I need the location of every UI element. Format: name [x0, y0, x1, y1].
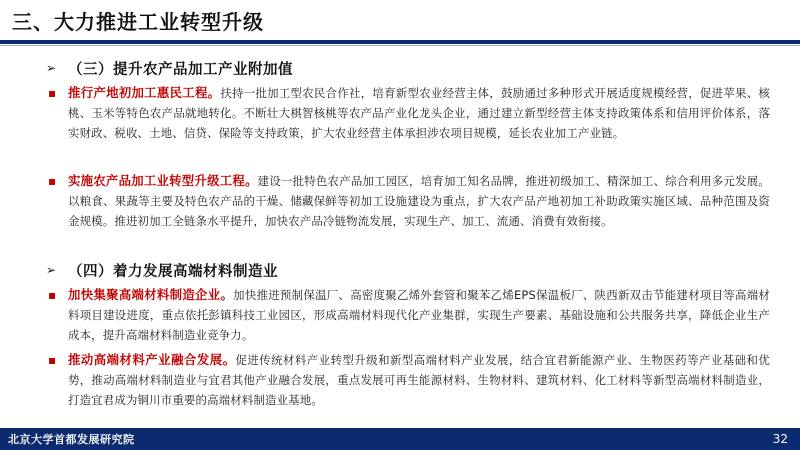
section-heading [46, 260, 278, 280]
item-text: 扶持一批加工型农民合作社，培育新型农业经营主体，鼓励通过多种形式开展适度规模经营，促进苹果、核桃、玉米等特色农产品就地转化。不断壮大棋智核桃等农产品产业化龙头企业，通过建立新型经营主体支持政策体系和信用评价体系，落实财政、税收、土地、信贷、保险等支持政策，扩大农业经营主体承担涉农项目规模，延长农业加工产业链。 [68, 86, 770, 140]
section-heading-text: （三）提升农产品加工产业附加值 [68, 61, 293, 78]
header-divider [0, 40, 800, 44]
section-heading-text: （四）着力发展高端材料制造业 [68, 263, 278, 280]
list-item [46, 350, 770, 410]
item-lead: 推行产地初加工惠民工程。 [68, 85, 221, 100]
paragraph [68, 285, 770, 345]
item-lead: 推动高端材料产业融合发展。 [68, 352, 236, 367]
square-bullet-icon: ▪ [48, 288, 57, 302]
list-item [46, 171, 770, 231]
paragraph [68, 171, 770, 231]
page-number: 32 [772, 432, 788, 446]
item-text: 促进传统材料产业转型升级和新型高端材料产业发展，结合宜君新能源产业、生物医药等产业基础和优势，推动高端材料制造业与宜君其他产业融合发展，重点发展可再生能源材料、生物材料、建筑材料、化工材料等新型高端材料制造业，打造宜君成为铜川市重要的高端材料制造业基地。 [68, 353, 770, 407]
slide-header [0, 0, 800, 40]
arrow-bullet-icon: ➢ [46, 61, 57, 75]
list-item [46, 83, 770, 143]
header-divider-thin [0, 45, 800, 46]
square-bullet-icon: ▪ [48, 86, 57, 100]
item-lead: 加快集聚高端材料制造企业。 [68, 287, 234, 302]
square-bullet-icon: ▪ [48, 353, 57, 367]
item-lead: 实施农产品加工业转型升级工程。 [68, 173, 258, 188]
item-text: 加快推进预制保温厂、高密度聚乙烯外套管和聚苯乙烯EPS保温板厂、陕西新双击节能建材项目等高端材料项目建设进度，重点依托彭镇科技工业园区，形成高端材料现代化产业集群，实现生产要素、基础设施和公共服务共享，降低企业生产成本，提升高端材料制造业竞争力。 [68, 288, 770, 342]
paragraph [68, 350, 770, 410]
slide-footer [0, 428, 800, 450]
footer-organization: 北京大学首都发展研究院 [8, 433, 135, 446]
section-heading [46, 58, 293, 78]
arrow-bullet-icon: ➢ [46, 263, 57, 277]
square-bullet-icon: ▪ [48, 174, 57, 188]
item-text: 建设一批特色农产品加工园区，培育加工知名品牌，推进初级加工、精深加工、综合利用多元发展。以粮食、果蔬等主要及特色农产品的干燥、储藏保鲜等初加工设施建设为重点，扩大农产品产地初加工补助政策实施区域、品种范围及资金规模。推进初加工全链条水平提升，加快农产品冷链物流发展，实现生产、加工、流通、消费有效衔接。 [68, 174, 770, 228]
list-item [46, 285, 770, 345]
paragraph [68, 83, 770, 143]
slide-title: 三、大力推进工业转型升级 [12, 9, 264, 34]
